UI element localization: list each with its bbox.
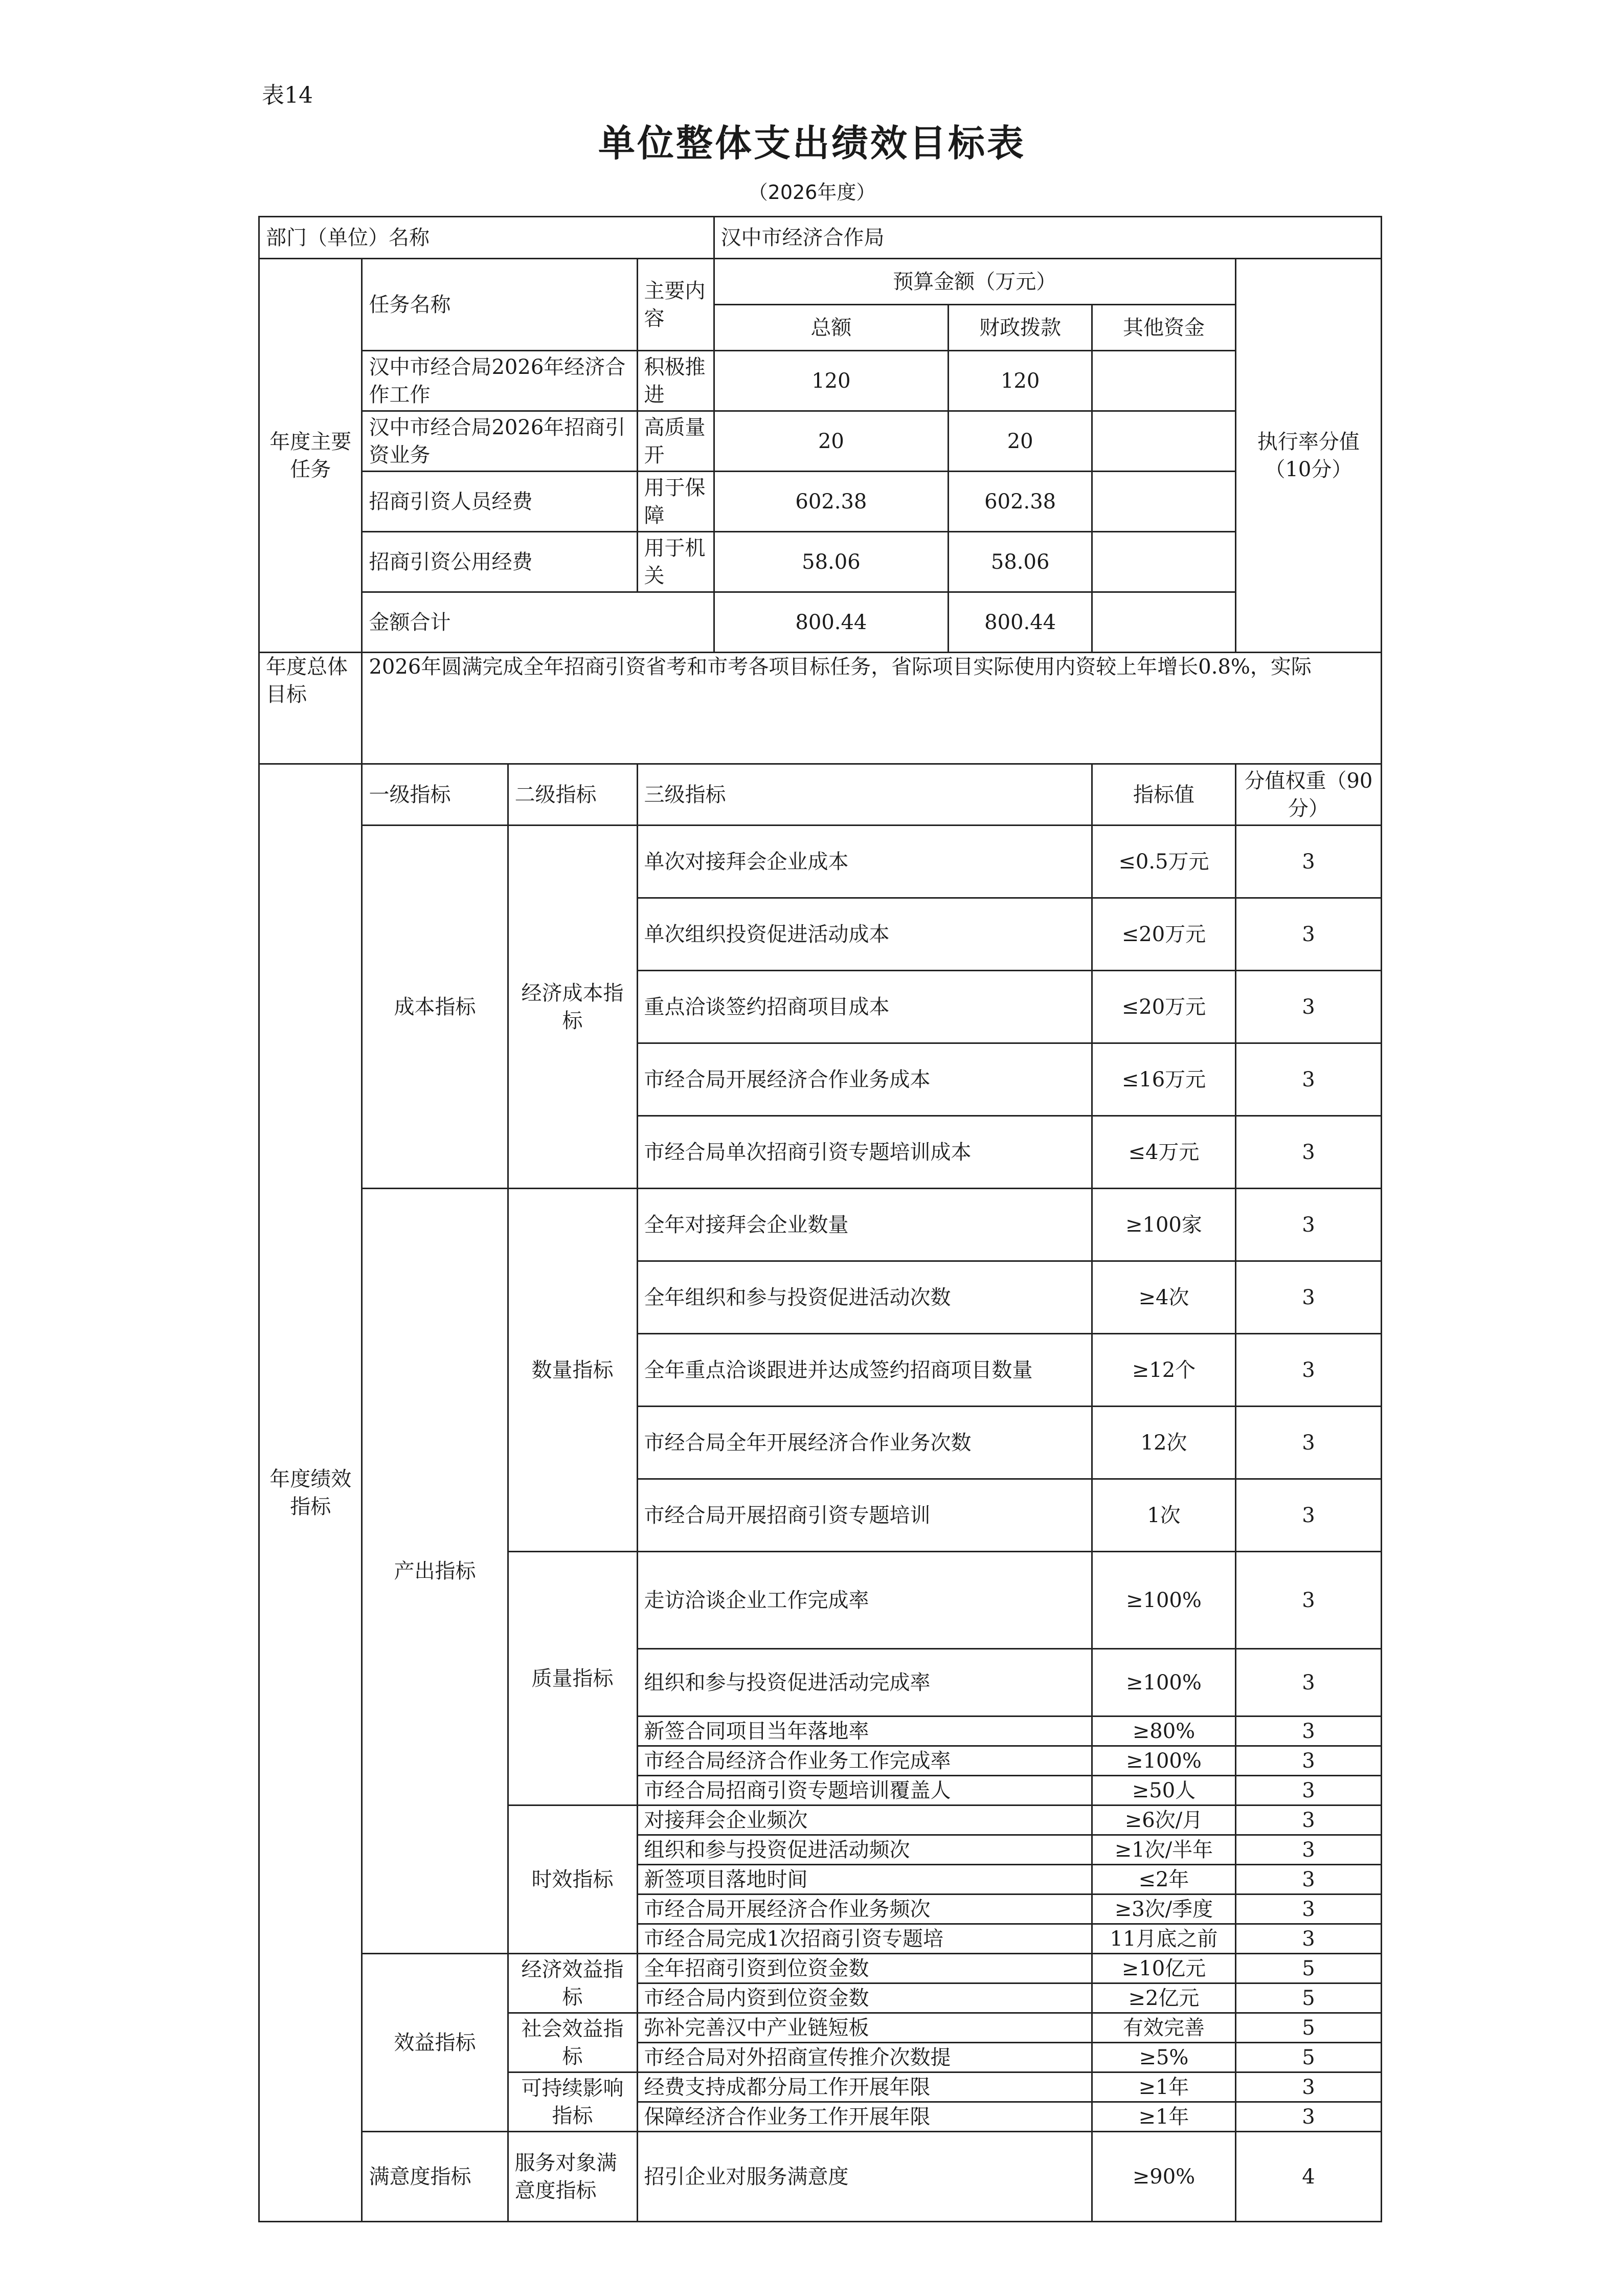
level1-satisfaction: 满意度指标 <box>362 2132 508 2222</box>
indicator-name: 市经合局开展经济合作业务频次 <box>637 1894 1092 1924</box>
indicator-value: ≥4次 <box>1092 1261 1236 1334</box>
dept-value: 汉中市经济合作局 <box>714 217 1381 259</box>
task-total: 58.06 <box>714 532 949 592</box>
task-fiscal: 58.06 <box>949 532 1092 592</box>
task-name-header: 任务名称 <box>362 259 637 351</box>
level1-cost: 成本指标 <box>362 826 508 1189</box>
indicator-weight: 3 <box>1235 2102 1381 2132</box>
tasks-section-label: 年度主要任务 <box>259 259 362 653</box>
indicator-weight: 3 <box>1235 1865 1381 1894</box>
indicator-value: ≥100% <box>1092 1746 1236 1776</box>
indicator-name: 市经合局单次招商引资专题培训成本 <box>637 1116 1092 1189</box>
indicator-value: ≥12个 <box>1092 1334 1236 1407</box>
task-row <box>259 351 1382 411</box>
indicator-value: ≥2亿元 <box>1092 1983 1236 2013</box>
task-name: 汉中市经合局2026年经济合作工作 <box>362 351 637 411</box>
task-row <box>259 411 1382 472</box>
indicator-weight: 3 <box>1235 1552 1381 1649</box>
indicator-name: 市经合局开展经济合作业务成本 <box>637 1043 1092 1116</box>
indicator-weight: 3 <box>1235 2072 1381 2102</box>
indicator-value: ≥3次/季度 <box>1092 1894 1236 1924</box>
sum-other <box>1092 592 1236 653</box>
level2-sustain: 可持续影响指标 <box>508 2072 637 2132</box>
level3-header: 三级指标 <box>637 764 1092 826</box>
indicator-name: 单次组织投资促进活动成本 <box>637 898 1092 971</box>
indicator-weight: 3 <box>1235 1805 1381 1835</box>
indicator-value: ≤0.5万元 <box>1092 826 1236 898</box>
indicator-value: 1次 <box>1092 1479 1236 1552</box>
indicator-name: 组织和参与投资促进活动频次 <box>637 1835 1092 1865</box>
indicator-name: 全年重点洽谈跟进并达成签约招商项目数量 <box>637 1334 1092 1407</box>
indicator-name: 保障经济合作业务工作开展年限 <box>637 2102 1092 2132</box>
task-other <box>1092 411 1236 472</box>
level2-timeliness: 时效指标 <box>508 1805 637 1954</box>
goal-text: 2026年圆满完成全年招商引资省考和市考各项目标任务，省际项目实际使用内资较上年增长0.8%，实际 <box>362 653 1382 764</box>
level1-output: 产出指标 <box>362 1189 508 1954</box>
indicator-value: ≥1年 <box>1092 2072 1236 2102</box>
goal-label: 年度总体目标 <box>259 653 362 764</box>
table-number: 表14 <box>262 82 313 108</box>
task-fiscal: 20 <box>949 411 1092 472</box>
indicator-weight: 3 <box>1235 1261 1381 1334</box>
indicator-value: ≥10亿元 <box>1092 1954 1236 1983</box>
indicators-section-label: 年度绩效指标 <box>259 764 362 2222</box>
indicator-weight: 5 <box>1235 2043 1381 2072</box>
indicator-value: 有效完善 <box>1092 2013 1236 2043</box>
indicator-weight: 3 <box>1235 1479 1381 1552</box>
indicator-name: 弥补完善汉中产业链短板 <box>637 2013 1092 2043</box>
indicator-name: 全年对接拜会企业数量 <box>637 1189 1092 1261</box>
task-name: 招商引资公用经费 <box>362 532 637 592</box>
indicator-name: 走访洽谈企业工作完成率 <box>637 1552 1092 1649</box>
indicator-name: 全年组织和参与投资促进活动次数 <box>637 1261 1092 1334</box>
indicator-weight: 5 <box>1235 1954 1381 1983</box>
task-content: 积极推进 <box>637 351 714 411</box>
content-header: 主要内容 <box>637 259 714 351</box>
indicator-weight: 3 <box>1235 1894 1381 1924</box>
performance-table <box>258 216 1382 2222</box>
indicator-name: 经费支持成都分局工作开展年限 <box>637 2072 1092 2102</box>
level2-econ-cost: 经济成本指标 <box>508 826 637 1189</box>
indicator-weight: 3 <box>1235 1924 1381 1954</box>
task-row <box>259 472 1382 532</box>
indicator-value: ≥1次/半年 <box>1092 1835 1236 1865</box>
indicator-name: 新签项目落地时间 <box>637 1865 1092 1894</box>
indicator-name: 对接拜会企业频次 <box>637 1805 1092 1835</box>
indicator-name: 全年招商引资到位资金数 <box>637 1954 1092 1983</box>
indicator-weight: 3 <box>1235 1043 1381 1116</box>
indicator-value: ≥80% <box>1092 1717 1236 1746</box>
indicator-weight: 3 <box>1235 971 1381 1043</box>
indicator-value: ≥50人 <box>1092 1776 1236 1805</box>
task-fiscal: 602.38 <box>949 472 1092 532</box>
indicator-value: ≤20万元 <box>1092 898 1236 971</box>
indicator-weight: 3 <box>1235 1116 1381 1189</box>
indicator-value: ≤20万元 <box>1092 971 1236 1043</box>
task-total: 20 <box>714 411 949 472</box>
total-header: 总额 <box>714 305 949 351</box>
indicator-value: ≥100% <box>1092 1649 1236 1717</box>
sum-fiscal: 800.44 <box>949 592 1092 653</box>
indicator-weight: 5 <box>1235 2013 1381 2043</box>
indicator-name: 重点洽谈签约招商项目成本 <box>637 971 1092 1043</box>
other-header: 其他资金 <box>1092 305 1236 351</box>
indicator-name: 市经合局招商引资专题培训覆盖人 <box>637 1776 1092 1805</box>
indicator-weight: 3 <box>1235 826 1381 898</box>
indicator-value: ≤2年 <box>1092 1865 1236 1894</box>
indicator-value: 11月底之前 <box>1092 1924 1236 1954</box>
indicator-weight: 3 <box>1235 1649 1381 1717</box>
indicator-row <box>259 826 1382 898</box>
level2-header: 二级指标 <box>508 764 637 826</box>
page-subtitle: （2026年度） <box>748 181 876 204</box>
indicator-weight: 3 <box>1235 898 1381 971</box>
task-total: 120 <box>714 351 949 411</box>
indicator-value: ≥6次/月 <box>1092 1805 1236 1835</box>
task-content: 用于保障 <box>637 472 714 532</box>
task-row <box>259 532 1382 592</box>
indicator-weight: 3 <box>1235 1334 1381 1407</box>
indicator-row <box>259 2132 1382 2222</box>
indicator-row <box>259 1189 1382 1261</box>
indicator-weight: 3 <box>1235 1746 1381 1776</box>
page-title: 单位整体支出绩效目标表 <box>598 122 1026 165</box>
task-other <box>1092 532 1236 592</box>
task-other <box>1092 351 1236 411</box>
level2-social-benefit: 社会效益指标 <box>508 2013 637 2072</box>
level2-econ-benefit: 经济效益指标 <box>508 1954 637 2013</box>
indicator-weight: 3 <box>1235 1776 1381 1805</box>
level2-quantity: 数量指标 <box>508 1189 637 1552</box>
indicator-name: 招引企业对服务满意度 <box>637 2132 1092 2222</box>
indicator-name: 新签合同项目当年落地率 <box>637 1717 1092 1746</box>
sum-label: 金额合计 <box>362 592 714 653</box>
task-other <box>1092 472 1236 532</box>
dept-label: 部门（单位）名称 <box>259 217 714 259</box>
indicator-name: 市经合局完成1次招商引资专题培 <box>637 1924 1092 1954</box>
value-header: 指标值 <box>1092 764 1236 826</box>
budget-header: 预算金额（万元） <box>714 259 1235 305</box>
indicator-weight: 3 <box>1235 1717 1381 1746</box>
level2-quality: 质量指标 <box>508 1552 637 1805</box>
execution-score-label: 执行率分值（10分） <box>1235 259 1381 653</box>
indicator-weight: 4 <box>1235 2132 1381 2222</box>
task-name: 汉中市经合局2026年招商引资业务 <box>362 411 637 472</box>
task-fiscal: 120 <box>949 351 1092 411</box>
indicator-name: 市经合局经济合作业务工作完成率 <box>637 1746 1092 1776</box>
task-name: 招商引资人员经费 <box>362 472 637 532</box>
task-content: 高质量开 <box>637 411 714 472</box>
indicator-weight: 3 <box>1235 1407 1381 1479</box>
indicator-value: ≥90% <box>1092 2132 1236 2222</box>
level1-header: 一级指标 <box>362 764 508 826</box>
indicator-name: 组织和参与投资促进活动完成率 <box>637 1649 1092 1717</box>
indicator-row <box>259 1954 1382 1983</box>
indicator-name: 市经合局对外招商宣传推介次数提 <box>637 2043 1092 2072</box>
indicator-value: ≤16万元 <box>1092 1043 1236 1116</box>
level1-benefit: 效益指标 <box>362 1954 508 2132</box>
indicator-name: 市经合局开展招商引资专题培训 <box>637 1479 1092 1552</box>
indicator-weight: 3 <box>1235 1835 1381 1865</box>
indicator-weight: 3 <box>1235 1189 1381 1261</box>
fiscal-header: 财政拨款 <box>949 305 1092 351</box>
indicator-value: ≥5% <box>1092 2043 1236 2072</box>
indicator-value: 12次 <box>1092 1407 1236 1479</box>
task-content: 用于机关 <box>637 532 714 592</box>
indicator-name: 单次对接拜会企业成本 <box>637 826 1092 898</box>
indicator-value: ≤4万元 <box>1092 1116 1236 1189</box>
indicator-weight: 5 <box>1235 1983 1381 2013</box>
weight-header: 分值权重（90分） <box>1235 764 1381 826</box>
sum-total: 800.44 <box>714 592 949 653</box>
indicator-name: 市经合局全年开展经济合作业务次数 <box>637 1407 1092 1479</box>
indicator-value: ≥100家 <box>1092 1189 1236 1261</box>
indicator-name: 市经合局内资到位资金数 <box>637 1983 1092 2013</box>
task-total: 602.38 <box>714 472 949 532</box>
indicator-value: ≥100% <box>1092 1552 1236 1649</box>
level2-service-satisfaction: 服务对象满意度指标 <box>508 2132 637 2222</box>
indicator-value: ≥1年 <box>1092 2102 1236 2132</box>
